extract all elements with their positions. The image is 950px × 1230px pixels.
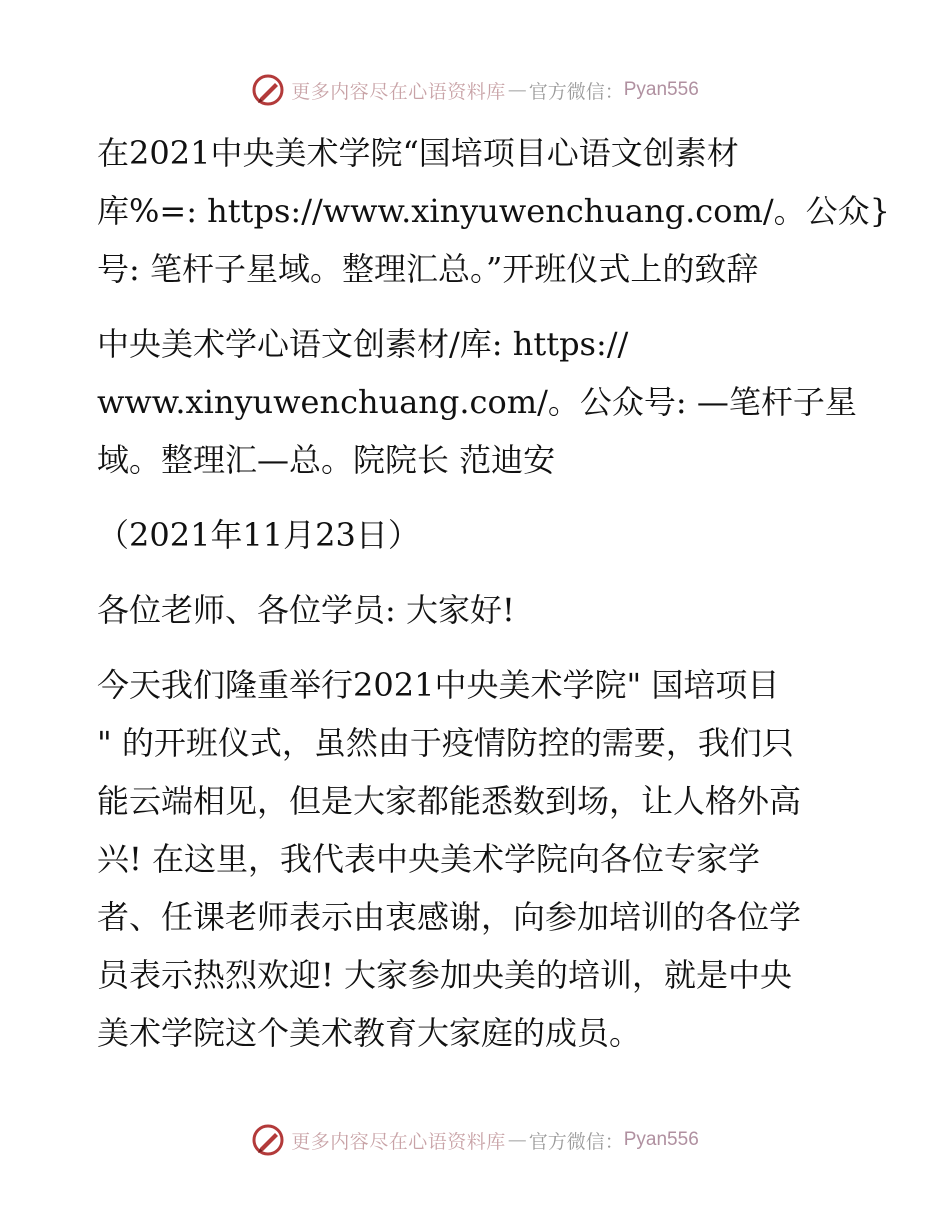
text-line: 美术学院这个美术教育大家庭的成员。 <box>97 1014 642 1052</box>
text-line: 者、任课老师表示由衷感谢，向参加培训的各位学 <box>97 898 802 936</box>
watermark-site-text: 更多内容尽在心语资料库 <box>291 80 506 103</box>
pen-circle-logo-icon <box>251 73 285 107</box>
watermark-wechat-label: 官方微信： <box>528 1130 624 1153</box>
watermark-site-text: 更多内容尽在心语资料库 <box>291 1130 506 1153</box>
text-line: " 的开班仪式，虽然由于疫情防控的需要，我们只 <box>97 724 794 762</box>
watermark-separator: — <box>507 1129 527 1151</box>
text-line: 各位老师、各位学员: 大家好! <box>97 591 515 629</box>
text-line: 在2021中央美术学院“国培项目心语文创素材 <box>97 134 739 172</box>
pen-circle-logo-icon <box>251 1123 285 1157</box>
text-line: www.xinyuwenchuang.com/。公众号: —笔杆子星 <box>97 383 857 421</box>
footer-watermark <box>0 1120 950 1160</box>
paragraph-greeting <box>97 581 857 639</box>
watermark-wechat-id: Pyan556 <box>623 1129 699 1150</box>
text-line: 域。整理汇—总。院院长 范迪安 <box>97 441 556 479</box>
paragraph-date <box>97 506 857 564</box>
header-watermark <box>0 70 950 110</box>
text-line: 库%=: https://www.xinyuwenchuang.com/。公众} <box>97 192 890 230</box>
text-line: 中央美术学心语文创素材/库: https:// <box>97 325 629 363</box>
watermark-separator: — <box>507 79 527 101</box>
watermark-wechat-label: 官方微信： <box>528 80 624 103</box>
text-line: 兴! 在这里，我代表中央美术学院向各位专家学 <box>97 840 761 878</box>
text-line: 号: 笔杆子星域。整理汇总。”开班仪式上的致辞 <box>97 250 759 288</box>
text-line: 今天我们隆重举行2021中央美术学院" 国培项目 <box>97 666 780 704</box>
watermark-wechat-id: Pyan556 <box>623 79 699 100</box>
text-line: 员表示热烈欢迎! 大家参加央美的培训，就是中央 <box>97 956 793 994</box>
text-line: 能云端相见，但是大家都能悉数到场，让人格外高 <box>97 782 802 820</box>
document-body <box>97 124 890 1079</box>
paragraph-author <box>97 315 857 489</box>
paragraph-body <box>97 656 857 1062</box>
paragraph-title <box>97 124 890 298</box>
text-line: （2021年11月23日） <box>97 516 420 554</box>
